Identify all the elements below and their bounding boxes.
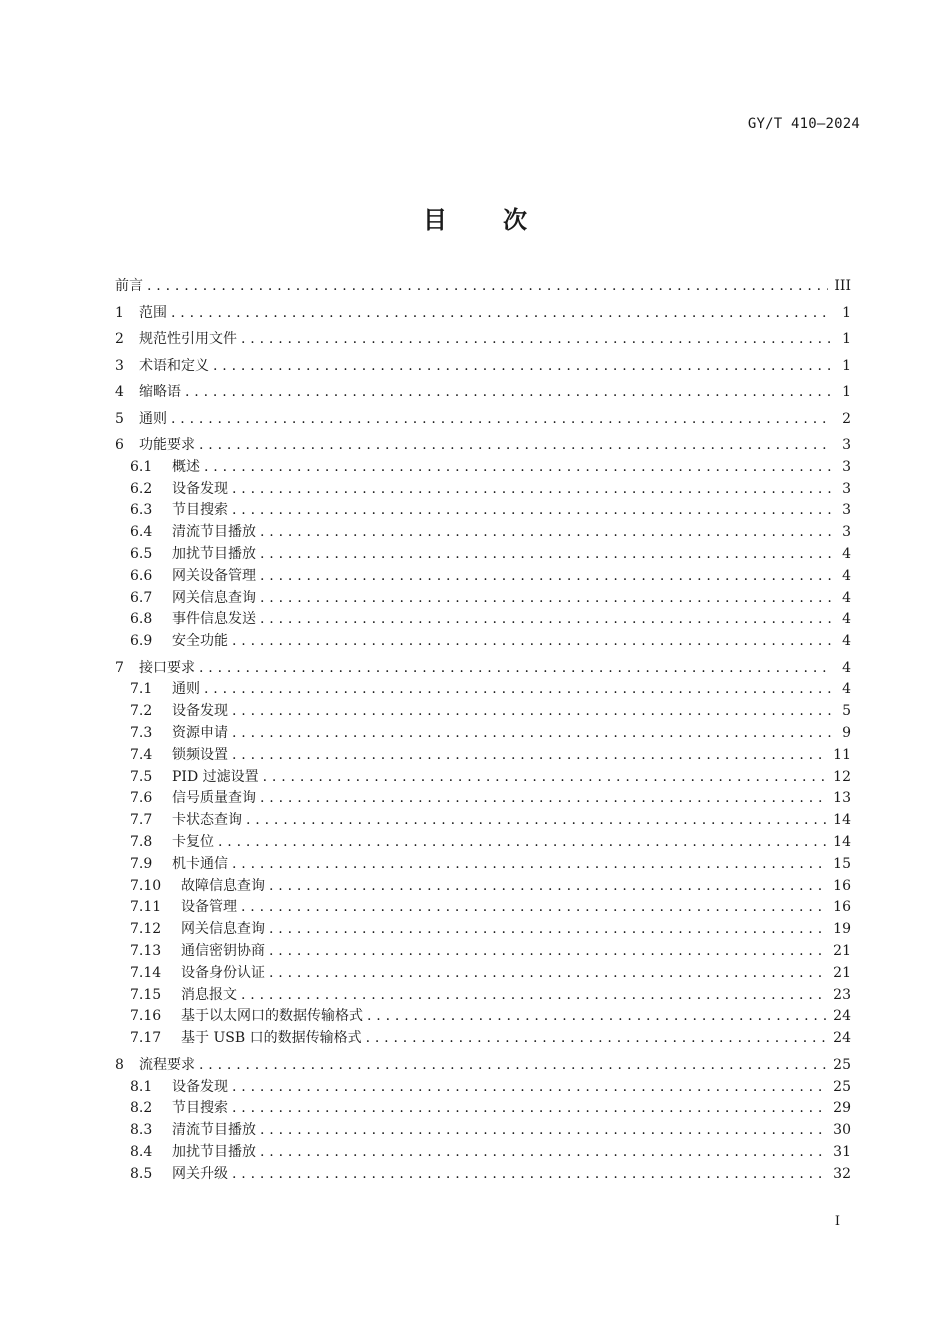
dot-leader — [232, 1098, 827, 1118]
toc-entry-number: 7.3 — [130, 725, 153, 742]
toc-entry-number: 8 — [115, 1056, 124, 1073]
table-of-contents — [115, 276, 851, 1184]
toc-entry-page: III — [834, 278, 851, 294]
toc-entry-label: 安全功能 — [172, 633, 228, 650]
toc-entry-number: 5 — [115, 410, 124, 427]
dot-leader — [199, 658, 831, 678]
toc-entry-number: 8.1 — [130, 1078, 153, 1095]
dot-leader — [185, 382, 831, 402]
toc-entry-label: 通信密钥协商 — [181, 943, 265, 960]
toc-entry-number: 6.4 — [130, 524, 153, 541]
toc-entry-page: 4 — [842, 545, 851, 562]
toc-entry-page: 1 — [842, 304, 851, 321]
toc-entry-label: 规范性引用文件 — [139, 331, 237, 347]
toc-entry[interactable] — [115, 679, 851, 699]
dot-leader — [260, 788, 827, 808]
toc-entry-label: 术语和定义 — [139, 357, 209, 374]
toc-entry[interactable] — [115, 276, 851, 296]
toc-entry-number: 8.3 — [130, 1122, 153, 1139]
dot-leader — [269, 876, 827, 896]
toc-entry-page: 5 — [842, 703, 851, 720]
toc-entry[interactable] — [115, 1028, 851, 1048]
page-number: I — [834, 1214, 840, 1229]
toc-entry-label: 设备管理 — [181, 899, 237, 916]
toc-entry-number: 6.3 — [130, 502, 153, 519]
toc-entry-page: 21 — [833, 964, 851, 981]
toc-entry-page: 29 — [833, 1100, 851, 1117]
toc-entry-number: 7.12 — [130, 921, 162, 938]
toc-entry[interactable] — [115, 435, 851, 455]
toc-entry-number: 1 — [115, 304, 124, 321]
toc-entry[interactable] — [115, 522, 851, 542]
toc-entry-page: 4 — [842, 589, 851, 606]
toc-entry-label: 加扰节目播放 — [172, 545, 256, 562]
toc-entry-number: 2 — [115, 331, 124, 347]
document-code: GY/T 410—2024 — [747, 116, 860, 132]
dot-leader — [204, 679, 831, 699]
toc-entry-label: 设备发现 — [172, 480, 228, 497]
toc-entry[interactable] — [115, 941, 851, 961]
toc-entry-number: 3 — [115, 357, 124, 374]
toc-entry[interactable] — [115, 788, 851, 808]
toc-entry-number: 7.6 — [130, 790, 153, 807]
toc-entry[interactable] — [115, 1055, 851, 1075]
toc-entry[interactable] — [115, 767, 851, 787]
toc-entry[interactable] — [115, 1142, 851, 1162]
dot-leader — [246, 810, 827, 830]
dot-leader — [232, 854, 827, 874]
toc-entry-label: 流程要求 — [139, 1056, 195, 1073]
toc-entry-label: 资源申请 — [172, 725, 228, 742]
toc-entry[interactable] — [115, 1098, 851, 1118]
toc-entry[interactable] — [115, 609, 851, 629]
toc-entry[interactable] — [115, 723, 851, 743]
toc-entry-page: 12 — [833, 768, 851, 785]
toc-entry-page: 1 — [842, 357, 851, 374]
toc-entry-page: 4 — [842, 567, 851, 584]
toc-entry[interactable] — [115, 832, 851, 852]
toc-entry-page: 4 — [842, 659, 851, 676]
toc-entry-number: 6.9 — [130, 633, 153, 650]
toc-entry[interactable] — [115, 897, 851, 917]
dot-leader — [241, 897, 827, 917]
toc-entry-number: 6.1 — [130, 458, 153, 475]
toc-entry-label: 清流节目播放 — [172, 524, 256, 541]
dot-leader — [269, 963, 827, 983]
toc-entry-number: 6.5 — [130, 545, 153, 562]
toc-entry-label: 卡状态查询 — [172, 812, 242, 829]
toc-entry-label: 接口要求 — [139, 659, 195, 676]
toc-entry[interactable] — [115, 631, 851, 651]
dot-leader — [241, 985, 827, 1005]
toc-entry-page: 3 — [842, 480, 851, 497]
dot-leader — [366, 1028, 828, 1048]
dot-leader — [367, 1006, 827, 1026]
toc-entry-page: 25 — [833, 1056, 851, 1073]
toc-entry[interactable] — [115, 479, 851, 499]
dot-leader — [260, 588, 831, 608]
toc-entry-number: 7.4 — [130, 746, 153, 763]
dot-leader — [171, 409, 831, 429]
toc-entry-label: 设备身份认证 — [181, 964, 265, 981]
toc-entry-number: 7.16 — [130, 1008, 162, 1025]
toc-entry[interactable] — [115, 919, 851, 939]
toc-entry-page: 1 — [842, 384, 851, 400]
toc-entry-page: 15 — [833, 855, 851, 872]
toc-entry-page: 24 — [833, 1008, 851, 1025]
dot-leader — [241, 329, 831, 349]
toc-entry[interactable] — [115, 1120, 851, 1140]
toc-entry-number: 6.2 — [130, 480, 153, 497]
toc-entry-number: 6.8 — [130, 611, 153, 628]
toc-entry[interactable] — [115, 810, 851, 830]
dot-leader — [232, 1164, 827, 1184]
toc-entry-number: 6 — [115, 437, 124, 453]
toc-entry-page: 16 — [833, 899, 851, 916]
toc-entry-label: 通则 — [139, 410, 167, 427]
toc-entry-label: 设备发现 — [172, 703, 228, 720]
toc-entry[interactable] — [115, 854, 851, 874]
dot-leader — [232, 723, 831, 743]
toc-entry-page: 21 — [833, 943, 851, 960]
toc-entry[interactable] — [115, 544, 851, 564]
toc-entry[interactable] — [115, 409, 851, 429]
toc-entry-label: 锁频设置 — [172, 746, 228, 763]
toc-entry-number: 7.5 — [130, 768, 153, 785]
dot-leader — [232, 500, 831, 520]
toc-entry-page: 19 — [833, 921, 851, 938]
toc-entry-number: 7.8 — [130, 834, 153, 851]
toc-entry-page: 3 — [842, 502, 851, 519]
toc-entry-page: 2 — [842, 410, 851, 427]
toc-entry-label: 网关信息查询 — [181, 921, 265, 938]
toc-entry-label: 网关信息查询 — [172, 589, 256, 606]
toc-entry-label: 功能要求 — [139, 437, 195, 453]
toc-entry[interactable] — [115, 701, 851, 721]
toc-entry-number: 7.1 — [130, 681, 153, 698]
toc-entry-label: 网关升级 — [172, 1165, 228, 1182]
toc-entry-label: 机卡通信 — [172, 855, 228, 872]
toc-entry-label: PID 过滤设置 — [172, 768, 259, 785]
toc-entry[interactable] — [115, 745, 851, 765]
toc-entry-number: 6.6 — [130, 567, 153, 584]
toc-entry[interactable] — [115, 566, 851, 586]
toc-entry-page: 32 — [833, 1165, 851, 1182]
toc-entry[interactable] — [115, 963, 851, 983]
toc-entry[interactable] — [115, 588, 851, 608]
toc-entry-label: 前言 — [115, 278, 143, 294]
toc-entry-page: 14 — [833, 834, 851, 851]
dot-leader — [171, 303, 831, 323]
toc-entry-number: 7.15 — [130, 986, 162, 1003]
toc-entry-number: 4 — [115, 384, 124, 400]
dot-leader — [269, 941, 827, 961]
toc-title-char-1: 目 — [423, 206, 447, 234]
toc-entry[interactable] — [115, 500, 851, 520]
toc-entry[interactable] — [115, 985, 851, 1005]
toc-entry-page: 16 — [833, 877, 851, 894]
toc-entry-label: 节目搜索 — [172, 502, 228, 519]
toc-entry-label: 缩略语 — [139, 384, 181, 400]
toc-entry-page: 3 — [842, 458, 851, 475]
toc-entry-label: 故障信息查询 — [181, 877, 265, 894]
toc-entry-page: 4 — [842, 633, 851, 650]
dot-leader — [213, 356, 831, 376]
toc-entry[interactable] — [115, 1006, 851, 1026]
dot-leader — [232, 701, 831, 721]
toc-entry-number: 7.17 — [130, 1030, 162, 1047]
toc-entry-page: 1 — [842, 331, 851, 347]
dot-leader — [147, 276, 828, 296]
toc-entry-page: 30 — [833, 1122, 851, 1139]
toc-entry-page: 3 — [842, 524, 851, 541]
toc-entry-label: 消息报文 — [181, 986, 237, 1003]
toc-entry[interactable] — [115, 457, 851, 477]
toc-entry[interactable] — [115, 876, 851, 896]
toc-entry-number: 7.2 — [130, 703, 153, 720]
toc-entry-number: 7.9 — [130, 855, 153, 872]
toc-title-char-2: 次 — [503, 206, 527, 234]
dot-leader — [260, 522, 831, 542]
dot-leader — [232, 479, 831, 499]
dot-leader — [199, 435, 831, 455]
toc-entry-number: 7.11 — [130, 899, 162, 916]
toc-entry-page: 13 — [833, 790, 851, 807]
dot-leader — [199, 1055, 827, 1075]
toc-entry-page: 25 — [833, 1078, 851, 1095]
toc-entry-page: 24 — [833, 1030, 851, 1047]
toc-entry-number: 8.2 — [130, 1100, 153, 1117]
toc-entry-page: 4 — [842, 681, 851, 698]
toc-entry-label: 卡复位 — [172, 834, 214, 851]
dot-leader — [232, 631, 831, 651]
toc-title — [0, 200, 950, 235]
toc-entry-label: 加扰节目播放 — [172, 1143, 256, 1160]
toc-entry-label: 网关设备管理 — [172, 567, 256, 584]
toc-entry-number: 7.7 — [130, 812, 153, 829]
toc-entry-number: 7.14 — [130, 964, 162, 981]
dot-leader — [260, 609, 831, 629]
toc-entry[interactable] — [115, 1164, 851, 1184]
toc-entry-label: 事件信息发送 — [172, 611, 256, 628]
toc-entry[interactable] — [115, 1077, 851, 1097]
toc-entry-label: 概述 — [172, 458, 200, 475]
toc-entry[interactable] — [115, 382, 851, 402]
toc-entry-label: 设备发现 — [172, 1078, 228, 1095]
toc-entry-label: 清流节目播放 — [172, 1122, 256, 1139]
toc-entry[interactable] — [115, 303, 851, 323]
dot-leader — [232, 1077, 827, 1097]
toc-entry[interactable] — [115, 329, 851, 349]
dot-leader — [260, 1120, 827, 1140]
dot-leader — [260, 544, 831, 564]
toc-entry-page: 9 — [842, 725, 851, 742]
toc-entry-number: 6.7 — [130, 589, 153, 606]
dot-leader — [218, 832, 827, 852]
toc-entry-number: 7.13 — [130, 943, 162, 960]
toc-entry-label: 基于以太网口的数据传输格式 — [181, 1008, 363, 1025]
toc-entry-page: 14 — [833, 812, 851, 829]
toc-entry-label: 范围 — [139, 304, 167, 321]
dot-leader — [260, 566, 831, 586]
toc-entry-page: 3 — [842, 437, 851, 453]
toc-entry[interactable] — [115, 356, 851, 376]
toc-entry-page: 31 — [833, 1143, 851, 1160]
dot-leader — [269, 919, 827, 939]
dot-leader — [204, 457, 831, 477]
toc-entry-page: 4 — [842, 611, 851, 628]
toc-entry-label: 基于 USB 口的数据传输格式 — [181, 1030, 362, 1047]
toc-entry-page: 11 — [833, 746, 851, 763]
toc-entry-label: 通则 — [172, 681, 200, 698]
toc-entry-number: 8.5 — [130, 1165, 153, 1182]
toc-entry[interactable] — [115, 658, 851, 678]
toc-entry-number: 8.4 — [130, 1143, 153, 1160]
dot-leader — [263, 767, 828, 787]
toc-entry-label: 信号质量查询 — [172, 790, 256, 807]
dot-leader — [260, 1142, 827, 1162]
dot-leader — [232, 745, 827, 765]
toc-entry-label: 节目搜索 — [172, 1100, 228, 1117]
toc-entry-number: 7.10 — [130, 877, 162, 894]
toc-entry-page: 23 — [833, 986, 851, 1003]
toc-entry-number: 7 — [115, 659, 124, 676]
